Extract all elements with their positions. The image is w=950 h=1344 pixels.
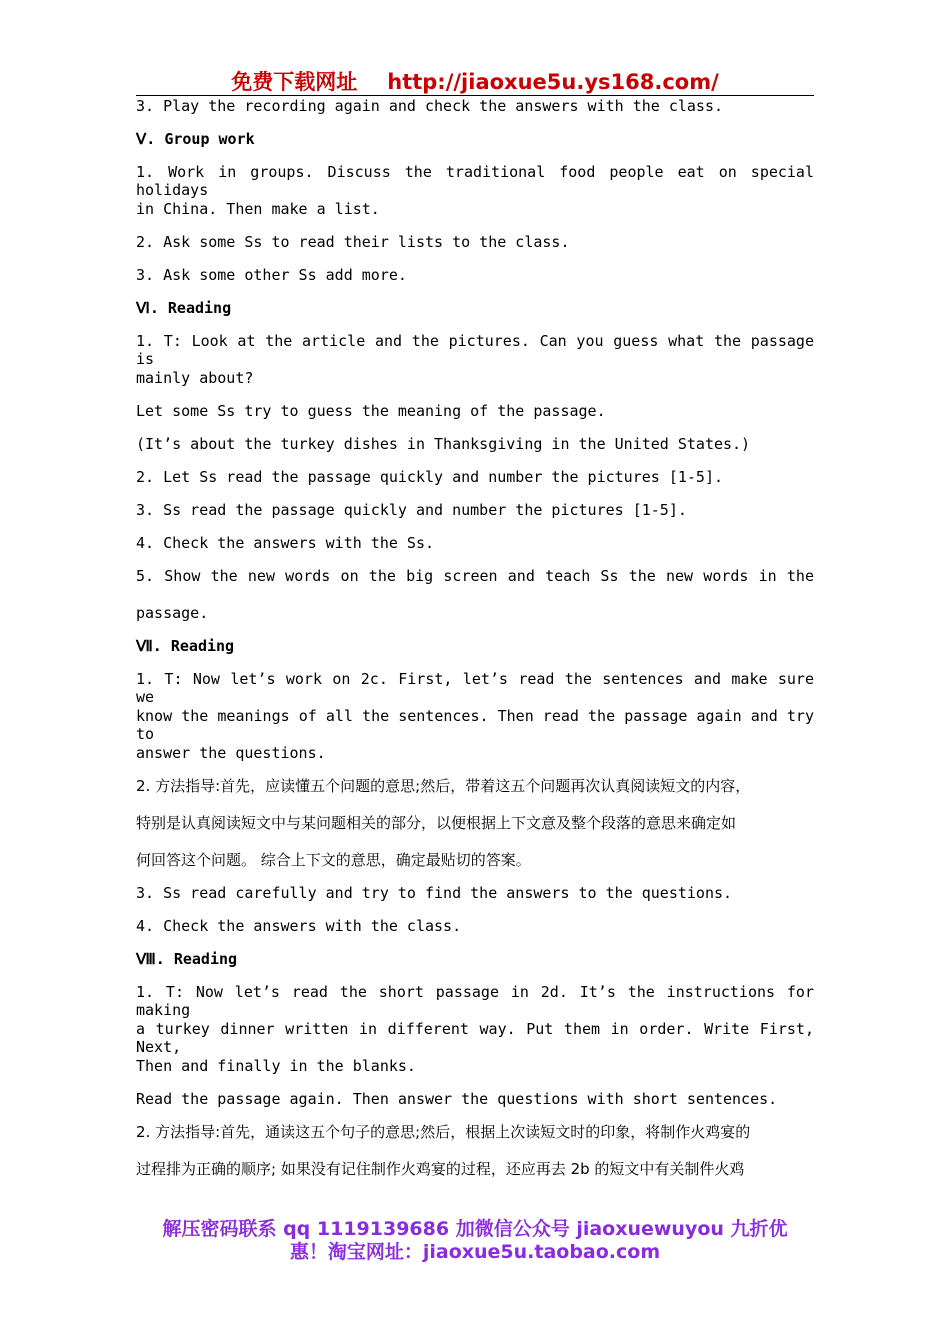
- text-line: 1. T: Look at the article and the pictures. Can you guess what the passage is: [136, 332, 814, 368]
- text-line: in China. Then make a list.: [136, 200, 380, 218]
- text-line: mainly about?: [136, 369, 254, 387]
- text-line: 过程排为正确的顺序; 如果没有记住制作火鸡宴的过程，还应再去 2b 的短文中有关制件火鸡: [136, 1160, 745, 1178]
- text-line: 特别是认真阅读短文中与某问题相关的部分，以便根据上下文意及整个段落的意思来确定如: [136, 814, 737, 832]
- section-heading: Ⅶ. Reading: [136, 637, 235, 655]
- text-line: Let some Ss try to guess the meaning of the passage.: [136, 402, 606, 420]
- text-line: 2. Let Ss read the passage quickly and number the pictures [1-5].: [136, 468, 723, 486]
- text-line: 何回答这个问题。 综合上下文的意思，确定最贴切的答案。: [136, 851, 531, 869]
- header-label: 免费下载网址: [231, 70, 358, 94]
- text-line: 3. Ss read the passage quickly and number the pictures [1-5].: [136, 501, 687, 519]
- text-line: 5. Show the new words on the big screen and teach Ss the new words in the: [136, 567, 814, 585]
- header-url[interactable]: http://jiaoxue5u.ys168.com/: [387, 70, 719, 94]
- text-line: a turkey dinner written in different way. Put them in order. Write First, Next,: [136, 1020, 814, 1056]
- text-line: (It’s about the turkey dishes in Thanksgiving in the United States.): [136, 435, 751, 453]
- document-body: [136, 97, 814, 1178]
- footer-line-2: 惠！淘宝网址：jiaoxue5u.taobao.com: [289, 1241, 661, 1263]
- text-line: Read the passage again. Then answer the questions with short sentences.: [136, 1090, 778, 1108]
- text-line: 3. Ask some other Ss add more.: [136, 266, 407, 284]
- text-line: Then and finally in the blanks.: [136, 1057, 416, 1075]
- text-line: 4. Check the answers with the class.: [136, 917, 462, 935]
- page-footer: [0, 1218, 950, 1264]
- header-rule: [136, 95, 814, 96]
- section-heading: Ⅴ. Group work: [136, 130, 255, 148]
- text-line: answer the questions.: [136, 744, 326, 762]
- text-line: 1. T: Now let’s work on 2c. First, let’s read the sentences and make sure we: [136, 670, 814, 706]
- text-line: 3. Ss read carefully and try to find the answers to the questions.: [136, 884, 733, 902]
- text-line: 1. Work in groups. Discuss the traditional food people eat on special holidays: [136, 163, 814, 199]
- section-heading: Ⅷ. Reading: [136, 950, 238, 968]
- footer-line-1: 解压密码联系 qq 1119139686 加微信公众号 jiaoxuewuyou 九折优: [162, 1218, 788, 1240]
- text-line: 3. Play the recording again and check the answers with the class.: [136, 97, 723, 115]
- text-line: 2. 方法指导:首先，通读这五个句子的意思;然后，根据上次读短文时的印象，将制作火鸡宴的: [136, 1123, 751, 1141]
- text-line: 2. 方法指导:首先，应读懂五个问题的意思;然后，带着这五个问题再次认真阅读短文的内容，: [136, 777, 751, 795]
- section-heading: Ⅵ. Reading: [136, 299, 232, 317]
- text-line: 1. T: Now let’s read the short passage in 2d. It’s the instructions for making: [136, 983, 814, 1019]
- text-line: 2. Ask some Ss to read their lists to the class.: [136, 233, 570, 251]
- text-line: 4. Check the answers with the Ss.: [136, 534, 435, 552]
- page-header: [0, 66, 950, 96]
- text-line: passage.: [136, 604, 209, 622]
- text-line: know the meanings of all the sentences. Then read the passage again and try to: [136, 707, 814, 743]
